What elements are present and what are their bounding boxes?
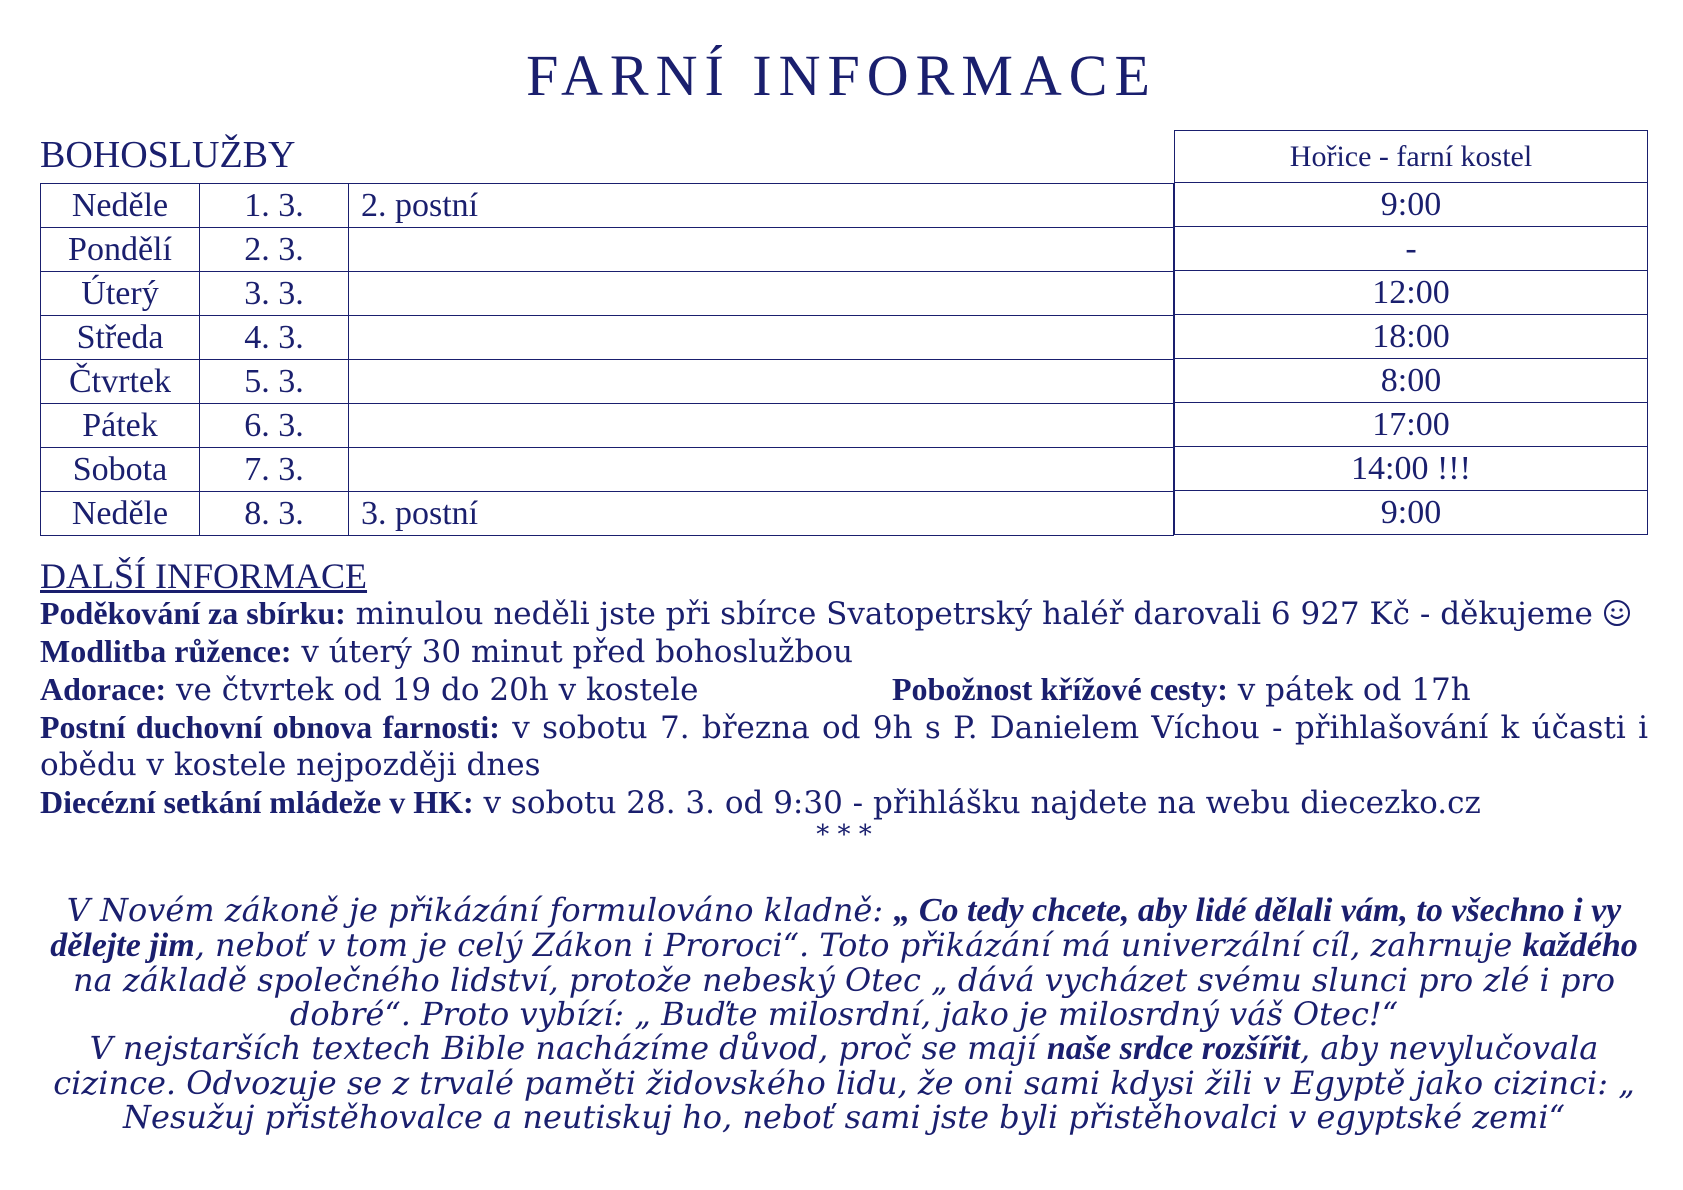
day-cell: Pondělí [41, 228, 200, 272]
schedule-row [41, 404, 1174, 448]
time-cell: 9:00 [1175, 183, 1648, 227]
schedule-row [41, 184, 1174, 228]
services-heading: BOHOSLUŽBY [40, 134, 296, 176]
day-cell: Čtvrtek [41, 360, 200, 404]
renewal-text: v sobotu 7. března od 9h s P. Danielem Víchou - přihlašování k účasti i obědu v kostele nejpozději dnes [40, 710, 1648, 783]
renewal-item [40, 709, 1648, 784]
note-cell [349, 272, 1174, 316]
quote-text: , neboť v tom je celý Zákon i Proroci“. Toto přikázání má univerzální cíl, zahrnuje [194, 926, 1523, 964]
date-cell: 7. 3. [200, 448, 349, 492]
rosary-item [40, 633, 1648, 671]
adoration-cross-item [40, 671, 1648, 709]
quote-text: na základě společného lidství, protože nebeský Otec „ dává vycházet svému slunci pro zlé i pro dobré“. Proto vybízí: „ Buďte milosrdní, jako je milosrdný váš Otec!“ [72, 961, 1615, 1033]
time-row [1175, 271, 1648, 315]
time-cell: 17:00 [1175, 403, 1648, 447]
schedule-row [41, 448, 1174, 492]
date-cell: 5. 3. [200, 360, 349, 404]
services-schedule-table [40, 183, 1174, 536]
time-cell: 9:00 [1175, 491, 1648, 535]
rosary-label: Modlitba růžence: [40, 633, 292, 669]
cross-text: v pátek od 17h [1227, 672, 1471, 708]
info-heading: DALŠÍ INFORMACE [40, 556, 368, 596]
time-row [1175, 359, 1648, 403]
date-cell: 4. 3. [200, 316, 349, 360]
day-cell: Neděle [41, 184, 200, 228]
day-cell: Středa [41, 316, 200, 360]
schedule-row [41, 492, 1174, 536]
additional-info [40, 556, 1648, 850]
time-row [1175, 227, 1648, 271]
time-row [1175, 403, 1648, 447]
time-cell: - [1175, 227, 1648, 271]
youth-text: v sobotu 28. 3. od 9:30 - přihlášku najdete na webu diecezko.cz [473, 785, 1481, 821]
quote-emphasis: „ Co tedy chcete, aby lidé dělali vám, to všechno i vy dělejte jim [50, 892, 1622, 964]
time-cell: 8:00 [1175, 359, 1648, 403]
adoration-label: Adorace: [40, 671, 167, 707]
rosary-text: v úterý 30 minut před bohoslužbou [291, 634, 853, 670]
adoration-text: ve čtvrtek od 19 do 20h v kostele [166, 672, 699, 708]
day-cell: Neděle [41, 492, 200, 536]
time-row [1175, 183, 1648, 227]
thanks-label: Poděkování za sbírku: [40, 595, 346, 631]
date-cell: 3. 3. [200, 272, 349, 316]
time-row [1175, 491, 1648, 535]
page-title: FARNÍ INFORMACE [526, 43, 1157, 108]
time-cell: 14:00 !!! [1175, 447, 1648, 491]
note-cell: 2. postní [349, 184, 1174, 228]
schedule-row [41, 272, 1174, 316]
youth-item [40, 784, 1648, 822]
quote-emphasis: naše srdce rozšířit [1046, 1030, 1300, 1067]
location-header: Hořice - farní kostel [1175, 131, 1648, 183]
service-times-table [1174, 130, 1648, 535]
date-cell: 6. 3. [200, 404, 349, 448]
day-cell: Sobota [41, 448, 200, 492]
scripture-quote [40, 893, 1648, 1134]
quote-text: V Novém zákoně je přikázání formulováno kladně: [66, 891, 894, 929]
schedule-row [41, 316, 1174, 360]
renewal-label: Postní duchovní obnova farnosti: [40, 709, 500, 745]
note-cell [349, 404, 1174, 448]
schedule-row [41, 228, 1174, 272]
day-cell: Pátek [41, 404, 200, 448]
time-row [1175, 447, 1648, 491]
note-cell [349, 360, 1174, 404]
time-row [1175, 315, 1648, 359]
date-cell: 1. 3. [200, 184, 349, 228]
quote-emphasis: každého [1522, 927, 1638, 964]
youth-label: Diecézní setkání mládeže v HK: [40, 784, 474, 820]
thanks-text: minulou neděli jste při sbírce Svatopetrský haléř darovali 6 927 Kč - děkujeme [345, 596, 1603, 632]
quote-text: V nejstarších textech Bible nacházíme důvod, proč se mají [89, 1029, 1047, 1067]
note-cell [349, 228, 1174, 272]
date-cell: 8. 3. [200, 492, 349, 536]
smiley-icon [1603, 599, 1631, 627]
thanks-item [40, 595, 1648, 633]
quote-text: , aby nevylučovala cizince. Odvozuje se z trvalé paměti židovského lidu, že oni sami kdysi žili v Egyptě jako cizinci: „ Nesužuj přistěhovalce a neutiskuj ho, neboť sami jste byli přistěhovalci v egyptské zemi“ [53, 1029, 1635, 1136]
separator-stars: * * * [816, 820, 872, 850]
note-cell [349, 316, 1174, 360]
time-cell: 18:00 [1175, 315, 1648, 359]
cross-label: Pobožnost křížové cesty: [892, 671, 1228, 707]
time-cell: 12:00 [1175, 271, 1648, 315]
note-cell [349, 448, 1174, 492]
date-cell: 2. 3. [200, 228, 349, 272]
note-cell: 3. postní [349, 492, 1174, 536]
schedule-row [41, 360, 1174, 404]
day-cell: Úterý [41, 272, 200, 316]
